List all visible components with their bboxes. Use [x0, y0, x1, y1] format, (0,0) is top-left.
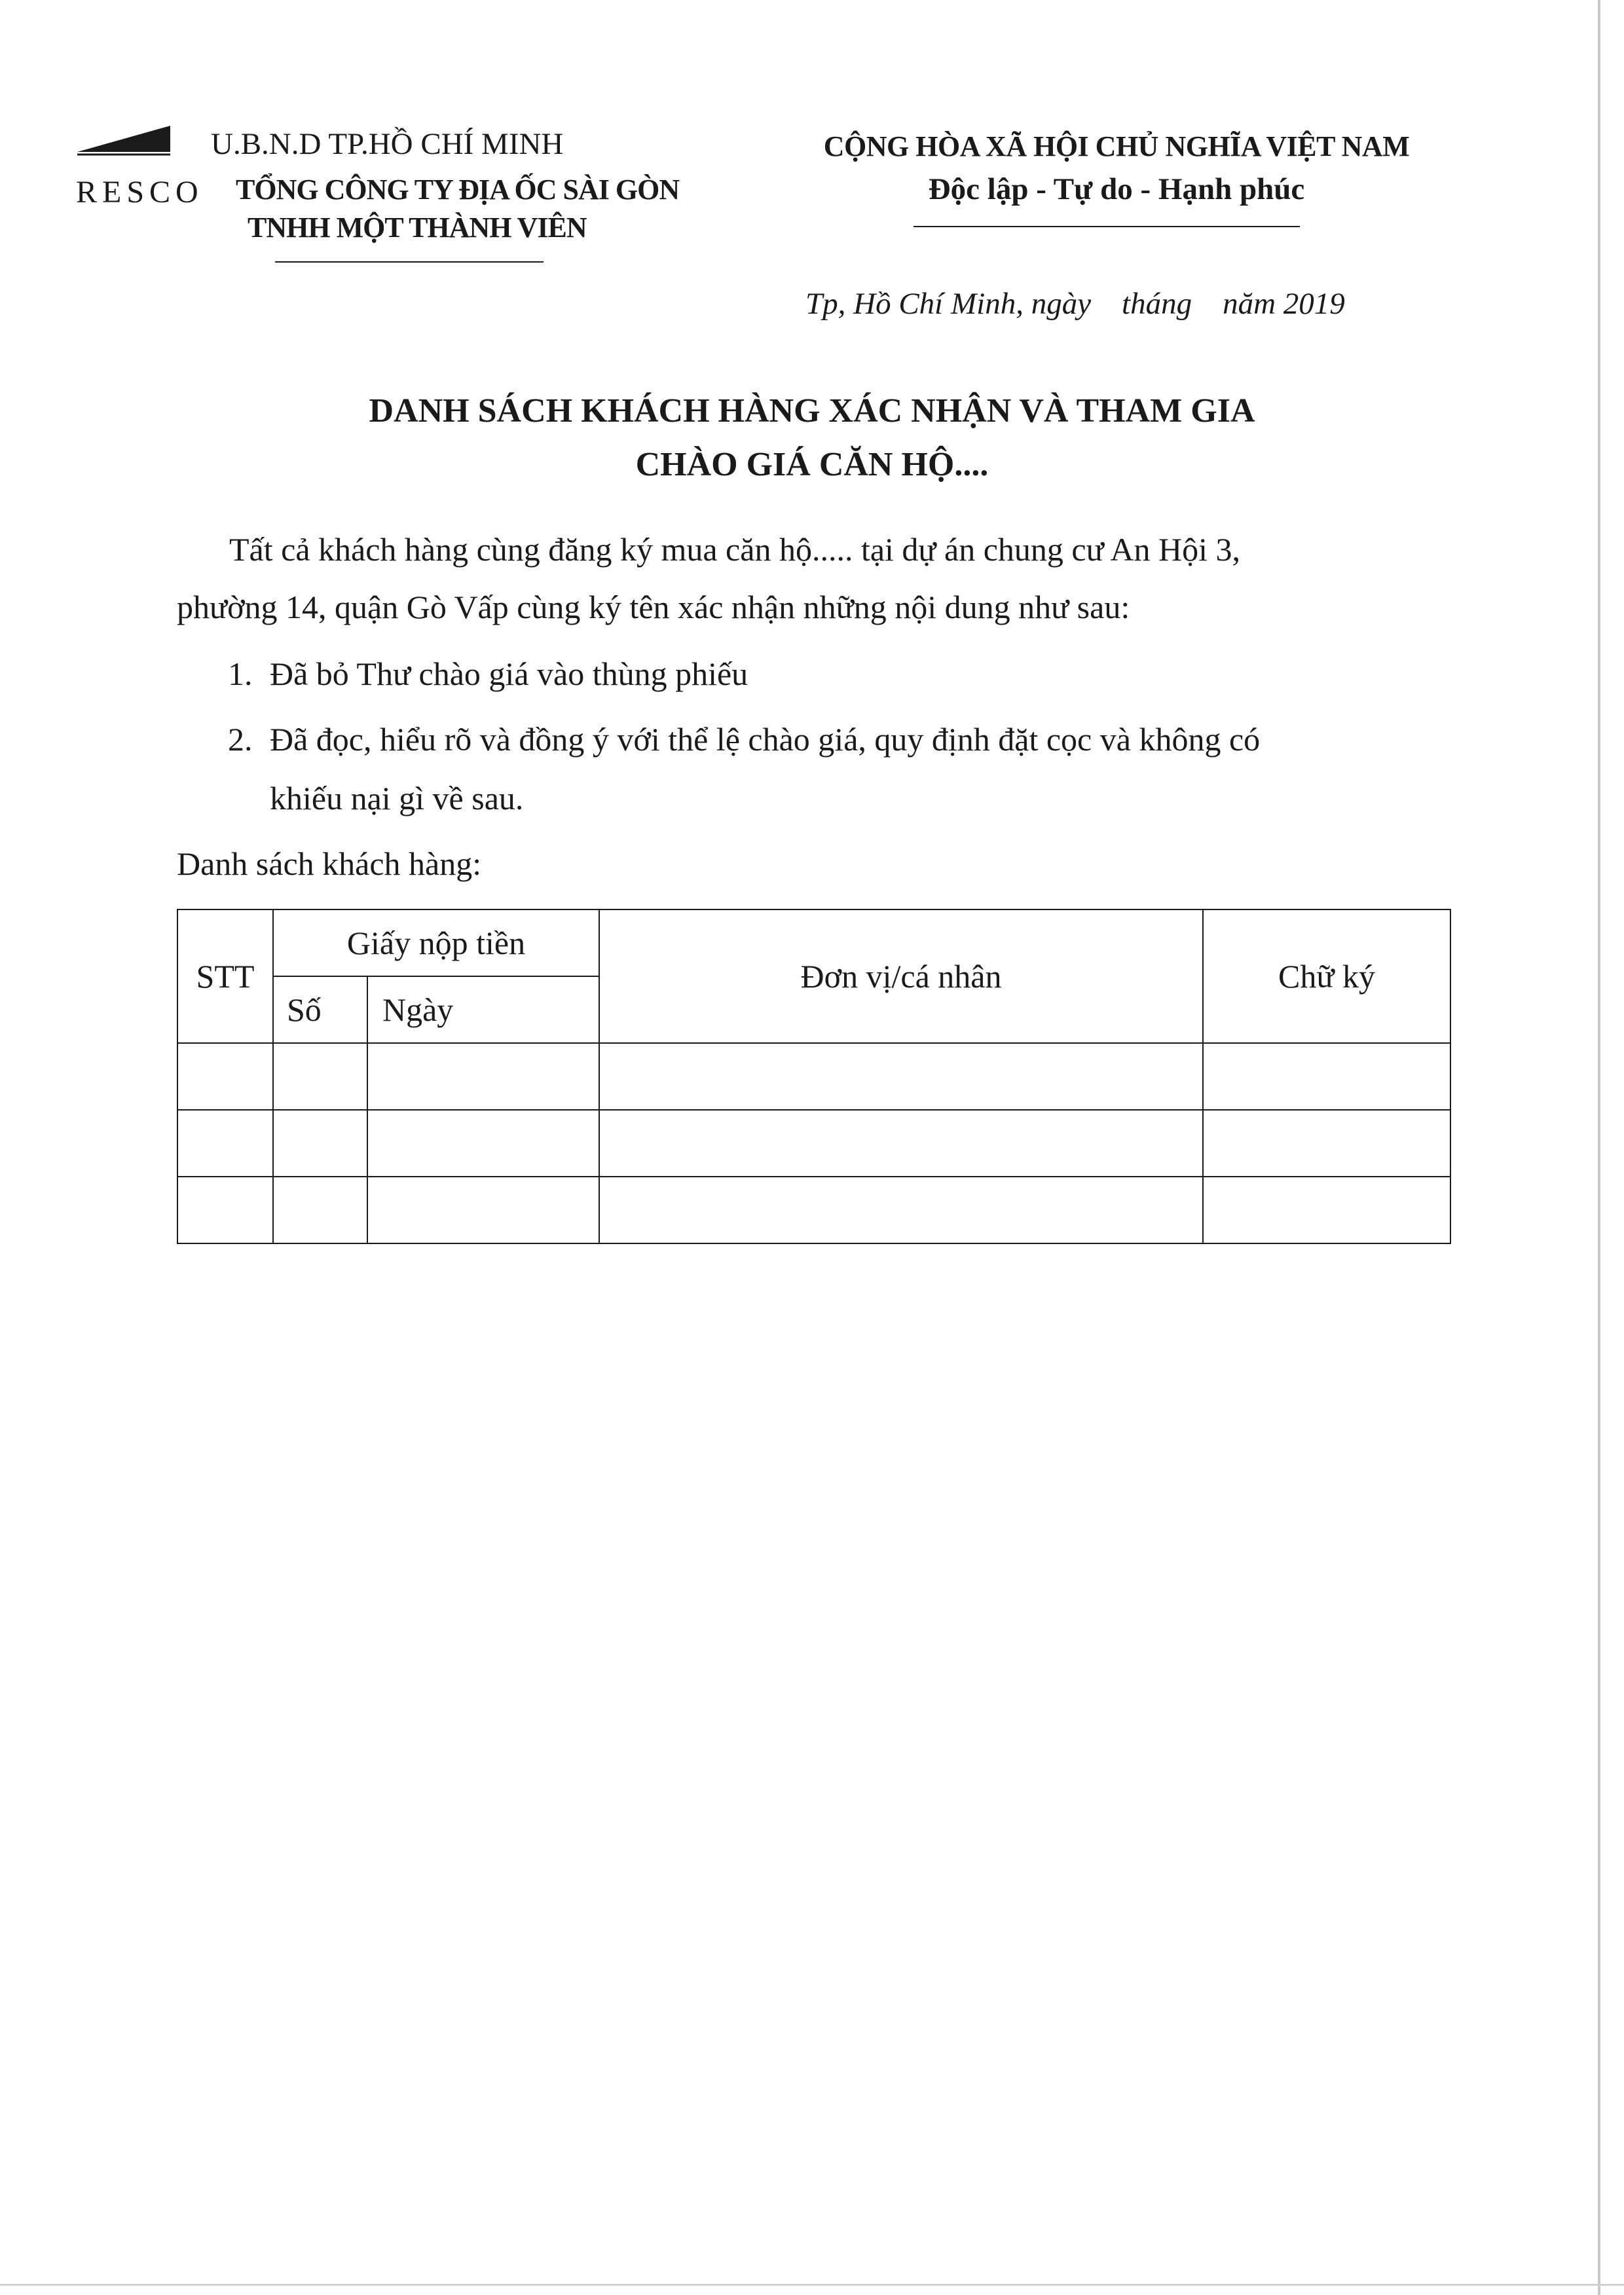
- company-name-line-2: TNHH MỘT THÀNH VIÊN: [248, 211, 587, 244]
- header-date: Ngày: [367, 976, 599, 1043]
- cell-unit[interactable]: [599, 1177, 1203, 1243]
- document-title-line-2: CHÀO GIÁ CĂN HỘ....: [635, 446, 989, 483]
- right-header-rule: [913, 226, 1300, 227]
- customer-list-label: Danh sách khách hàng:: [177, 845, 482, 882]
- cell-number[interactable]: [273, 1043, 367, 1110]
- cell-signature[interactable]: [1203, 1043, 1450, 1110]
- logo-roof: [77, 126, 170, 152]
- scan-edge-bottom: [0, 2284, 1624, 2286]
- intro-line-1: Tất cả khách hàng cùng đăng ký mua căn hộ..... tại dự án chung cư An Hội 3,: [229, 531, 1241, 568]
- scan-edge-right: [1598, 0, 1600, 2295]
- cell-unit[interactable]: [599, 1043, 1203, 1110]
- date-line: Tp, Hồ Chí Minh, ngày tháng năm 2019: [805, 287, 1345, 321]
- cell-unit[interactable]: [599, 1110, 1203, 1177]
- list-item-2-number: 2.: [228, 721, 253, 758]
- header-payment-slip: Giấy nộp tiền: [273, 909, 599, 976]
- cell-number[interactable]: [273, 1177, 367, 1243]
- list-item-1-number: 1.: [228, 655, 253, 692]
- cell-stt[interactable]: [177, 1110, 273, 1177]
- nation-name: CỘNG HÒA XÃ HỘI CHỦ NGHĨA VIỆT NAM: [823, 130, 1410, 162]
- cell-number[interactable]: [273, 1110, 367, 1177]
- header-number: Số: [273, 976, 367, 1043]
- header-signature: Chữ ký: [1203, 909, 1450, 1043]
- header-stt: STT: [177, 909, 273, 1043]
- table-row: [177, 1043, 1450, 1110]
- list-item-2-text-continued: khiếu nại gì về sau.: [270, 780, 524, 817]
- list-item-2-text: Đã đọc, hiểu rõ và đồng ý với thể lệ chào giá, quy định đặt cọc và không có: [270, 721, 1261, 758]
- table-header-row-1: [177, 909, 1450, 976]
- customer-table: [177, 909, 1451, 1244]
- table-row: [177, 1177, 1450, 1243]
- table-row: [177, 1110, 1450, 1177]
- intro-line-2: phường 14, quận Gò Vấp cùng ký tên xác nhận những nội dung như sau:: [177, 589, 1130, 625]
- resco-logo: [73, 126, 214, 211]
- agency-name: U.B.N.D TP.HỒ CHÍ MINH: [211, 127, 564, 161]
- cell-signature[interactable]: [1203, 1110, 1450, 1177]
- cell-stt[interactable]: [177, 1043, 273, 1110]
- cell-stt[interactable]: [177, 1177, 273, 1243]
- company-name-line-1: TỔNG CÔNG TY ĐỊA ỐC SÀI GÒN: [236, 174, 680, 206]
- cell-date[interactable]: [367, 1177, 599, 1243]
- left-header-rule: [275, 261, 544, 263]
- logo-text: RESCO: [76, 175, 204, 210]
- cell-date[interactable]: [367, 1110, 599, 1177]
- cell-date[interactable]: [367, 1043, 599, 1110]
- cell-signature[interactable]: [1203, 1177, 1450, 1243]
- document-title-line-1: DANH SÁCH KHÁCH HÀNG XÁC NHẬN VÀ THAM GIA: [369, 392, 1255, 430]
- list-item-1-text: Đã bỏ Thư chào giá vào thùng phiếu: [270, 655, 748, 692]
- header-unit: Đơn vị/cá nhân: [599, 909, 1203, 1043]
- national-motto: Độc lập - Tự do - Hạnh phúc: [928, 172, 1305, 206]
